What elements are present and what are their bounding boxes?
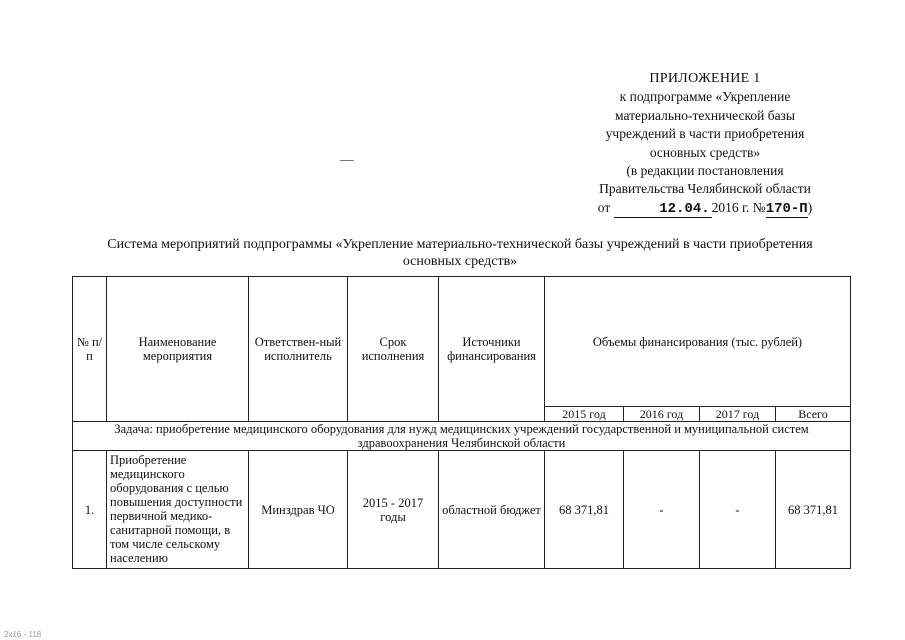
task-row (73, 422, 851, 451)
header-num: № п/п (73, 277, 107, 422)
handwritten-number: 170-П (765, 200, 808, 217)
close-paren: ) (807, 199, 813, 215)
appendix-line: (в редакции постановления (626, 163, 784, 179)
header-executor: Ответствен-ный исполнитель (249, 277, 348, 422)
header-total: Всего (776, 407, 851, 422)
row-source: областной бюджет (439, 451, 545, 569)
header-year: 2015 год (545, 407, 624, 422)
appendix-line: учреждений в части приобретения (605, 126, 805, 142)
section-title-line: основных средств» (402, 254, 518, 269)
task-text: Задача: приобретение медицинского оборудования для нужд медицинских учреждений государственной и муниципальной систем здравоохранения Челябинской области (73, 422, 851, 451)
section-title (60, 236, 860, 270)
row-2017: - (700, 451, 776, 569)
number-blank (766, 200, 808, 218)
table-row (73, 451, 851, 569)
appendix-title: ПРИЛОЖЕНИЕ 1 (649, 71, 761, 86)
row-total: 68 371,81 (776, 451, 851, 569)
handwritten-date: 12.04. (659, 200, 710, 217)
row-term: 2015 - 2017 годы (348, 451, 439, 569)
header-year: 2016 год (624, 407, 700, 422)
header-funding: Объемы финансирования (тыс. рублей) (545, 277, 851, 407)
appendix-line: к подпрограмме «Укрепление (619, 89, 791, 105)
table-header-row (73, 277, 851, 407)
header-name: Наименование мероприятия (107, 277, 249, 422)
measures-table (72, 276, 851, 569)
decree-date-line (560, 199, 850, 218)
row-2015: 68 371,81 (545, 451, 624, 569)
appendix-line: Правительства Челябинской области (599, 181, 811, 197)
row-2016: - (624, 451, 700, 569)
from-prefix: от (597, 199, 611, 215)
appendix-header (560, 70, 850, 218)
stray-mark (340, 160, 354, 161)
date-blank (614, 200, 712, 218)
header-term: Срок исполнения (348, 277, 439, 422)
section-title-line: Система мероприятий подпрограммы «Укрепление материально-технической базы учреждений в части приобретения (107, 237, 813, 252)
header-year: 2017 год (700, 407, 776, 422)
header-sources: Источники финансирования (439, 277, 545, 422)
year-text: 2016 г. № (711, 199, 766, 215)
appendix-line: материально-технической базы (615, 107, 795, 123)
row-num: 1. (73, 451, 107, 569)
row-executor: Минздрав ЧО (249, 451, 348, 569)
scan-footer-mark: 2x16 - 118 (4, 630, 42, 639)
row-name: Приобретение медицинского оборудования с целью повышения доступности первичной медико-санитарной помощи, в том числе сельскому населению (107, 451, 249, 569)
appendix-line: основных средств» (649, 144, 761, 160)
